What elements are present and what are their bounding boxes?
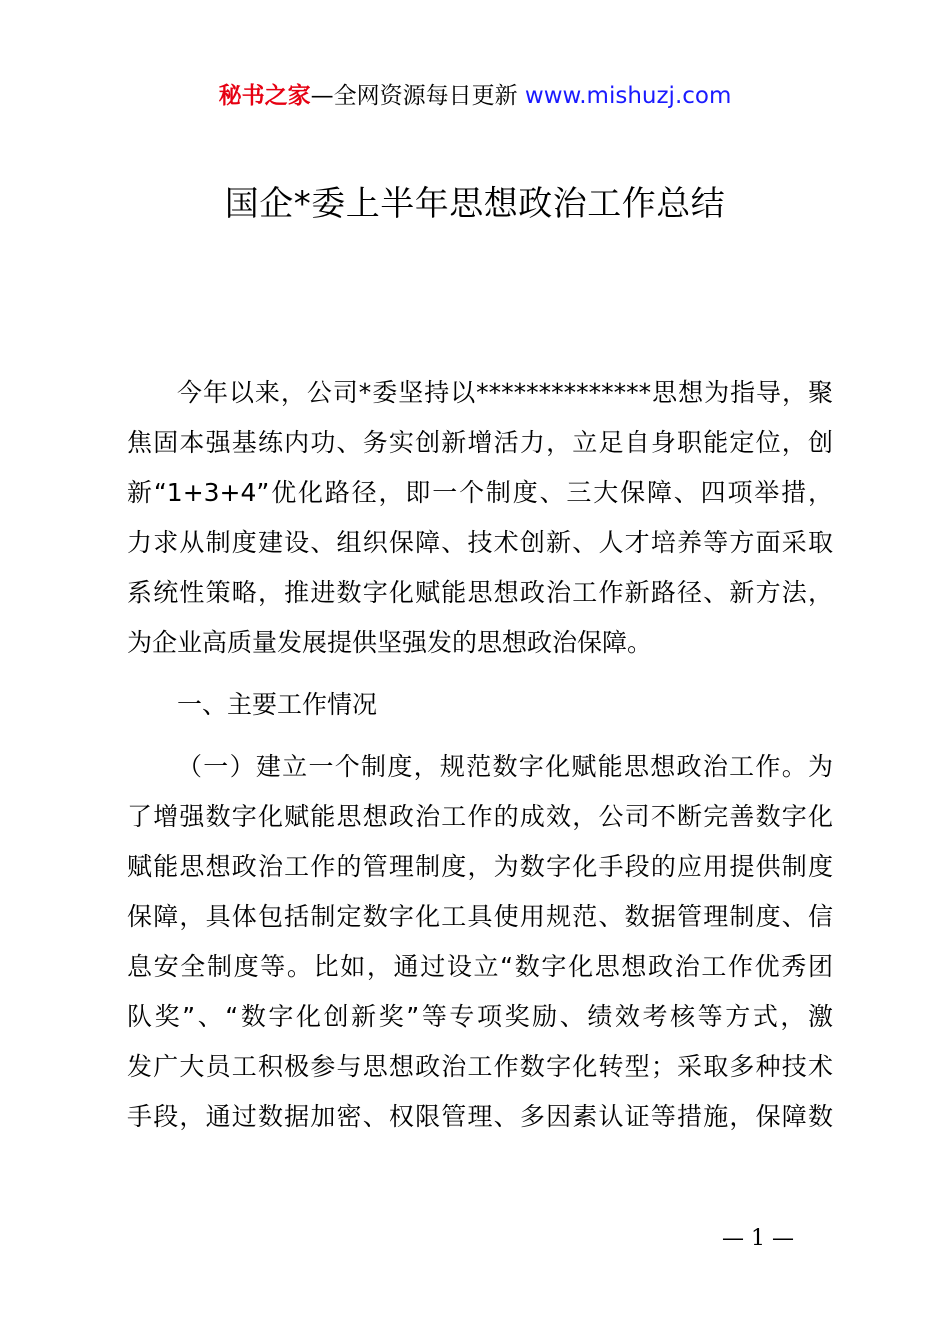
paragraph-line: 今年以来，公司*委坚持以**************思想为指导，聚 bbox=[177, 378, 833, 407]
brand-name: 秘书之家 bbox=[218, 83, 311, 109]
intro-paragraph bbox=[127, 368, 833, 668]
paragraph-line: 保障，具体包括制定数字化工具使用规范、数据管理制度、信 bbox=[127, 902, 833, 931]
site-url-link[interactable]: www.mishuzj.com bbox=[524, 83, 732, 109]
paragraph-line: 手段，通过数据加密、权限管理、多因素认证等措施，保障数 bbox=[127, 1102, 833, 1131]
paragraph-line: 息安全制度等。比如，通过设立“数字化思想政治工作优秀团 bbox=[127, 952, 833, 981]
paragraph-line: 队奖”、“数字化创新奖”等专项奖励、绩效考核等方式，激 bbox=[127, 1002, 833, 1031]
page-number: — 1 — bbox=[722, 1226, 794, 1251]
document-body bbox=[127, 368, 833, 1142]
paragraph-line: 系统性策略，推进数字化赋能思想政治工作新路径、新方法， bbox=[127, 578, 833, 607]
paragraph-line: 为企业高质量发展提供坚强发的思想政治保障。 bbox=[127, 628, 653, 657]
paragraph-line: （一）建立一个制度，规范数字化赋能思想政治工作。为 bbox=[177, 752, 833, 781]
paragraph-line: 焦固本强基练内功、务实创新增活力，立足自身职能定位，创 bbox=[127, 428, 833, 457]
paragraph-line: 了增强数字化赋能思想政治工作的成效，公司不断完善数字化 bbox=[127, 802, 833, 831]
paragraph-line: 力求从制度建设、组织保障、技术创新、人才培养等方面采取 bbox=[127, 528, 833, 557]
section-heading: 一、主要工作情况 bbox=[177, 690, 378, 719]
header-slogan: —全网资源每日更新 bbox=[310, 83, 518, 109]
paragraph-line: 发广大员工积极参与思想政治工作数字化转型；采取多种技术 bbox=[127, 1052, 833, 1081]
site-header bbox=[0, 80, 950, 112]
document-title: 国企*委上半年思想政治工作总结 bbox=[224, 184, 726, 224]
subsection-paragraph bbox=[127, 742, 833, 1142]
paragraph-line: 新“1+3+4”优化路径，即一个制度、三大保障、四项举措， bbox=[127, 478, 833, 507]
paragraph-line: 赋能思想政治工作的管理制度，为数字化手段的应用提供制度 bbox=[127, 852, 833, 881]
